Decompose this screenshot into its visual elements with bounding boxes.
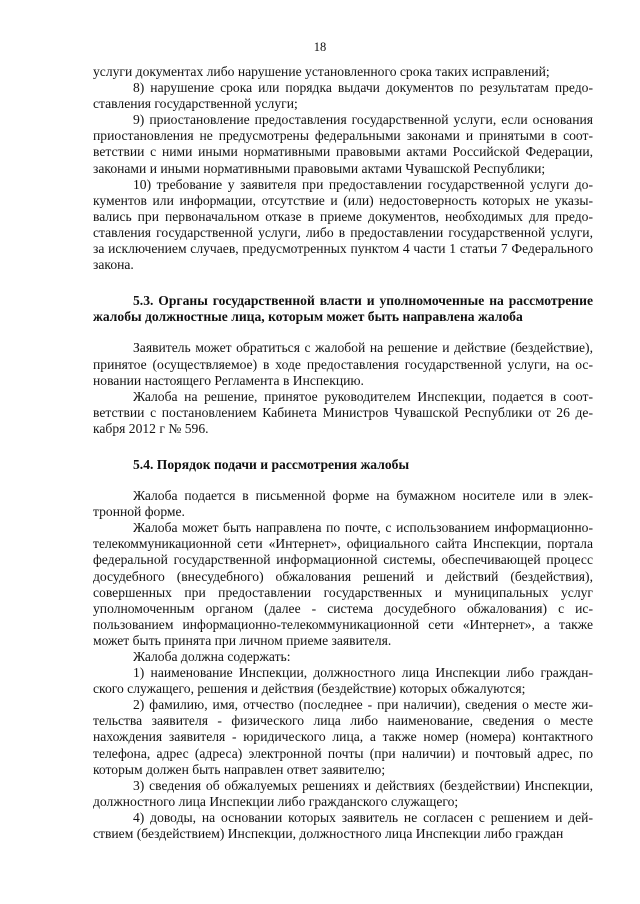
- document-body: [93, 64, 593, 842]
- paragraph-complaint-head: Жалоба на решение, принятое руководителем Инспекции, подается в соответствии с постановлением Кабинета Министров Чувашской Республики от 26 декабря 2012 г № 596.: [93, 388, 593, 436]
- list-item-2: 2) фамилию, имя, отчество (последнее - при наличии), сведения о месте жительства заявителя - физического лица либо наименование, сведения о месте нахождения заявителя - юридического лица, а также номер (номера) контактного телефона, адрес (адреса) электронной почты (при наличии) и почтовый адрес, по которым должен быть направлен ответ заявителю;: [93, 697, 593, 777]
- paragraph-complaint-channels: Жалоба может быть направлена по почте, с использованием информационно-телекоммуникационной сети «Интернет», официального сайта Инспекции, портала федеральной государственной информационной системы, обеспечивающей процесс досудебного (внесудебного) обжалования решений и действий (бездействия), совершенных при предоставлении государственных и муниципальных услуг уполномоченным органом (далее - система досудебного обжалования) с использованием информационно-телекоммуникационной сети «Интернет», а также может быть принята при личном приеме заявителя.: [93, 520, 593, 648]
- paragraph-complaint-right: Заявитель может обратиться с жалобой на решение и действие (бездействие), принятое (осуществляемое) в ходе предоставления государственной услуги, на основании настоящего Регламента в Инспекцию.: [93, 340, 593, 388]
- list-item-10: 10) требование у заявителя при предоставлении государственной услуги документов или информации, отсутствие и (или) недостоверность которых не указывались при первоначальном отказе в приеме документов, необходимых для предоставления государственной услуги, либо в предоставлении государственной услуги, за исключением случаев, предусмотренных пунктом 4 части 1 статьи 7 Федерального закона.: [93, 176, 593, 273]
- list-item-1: 1) наименование Инспекции, должностного лица Инспекции либо гражданского служащего, решения и действия (бездействие) которых обжалуются;: [93, 665, 593, 697]
- paragraph-continuation: услуги документах либо нарушение установленного срока таких исправлений;: [93, 64, 550, 79]
- paragraph-complaint-form: Жалоба подается в письменной форме на бумажном носителе или в электронной форме.: [93, 488, 593, 520]
- list-item-3: 3) сведения об обжалуемых решениях и действиях (бездействии) Инспекции, должностного лица Инспекции либо гражданского служащего;: [93, 777, 593, 809]
- spacer: [93, 473, 593, 488]
- spacer: [93, 273, 593, 293]
- section-heading-5-3: 5.3. Органы государственной власти и уполномоченные на рассмотрение жалобы должностные лица, которым может быть направлена жалоба: [93, 293, 593, 325]
- list-item-4: 4) доводы, на основании которых заявитель не согласен с решением и действием (бездействием) Инспекции, должностного лица Инспекции либо граждан: [93, 809, 593, 842]
- list-item-8: 8) нарушение срока или порядка выдачи документов по результатам предоставления государственной услуги;: [93, 80, 593, 112]
- list-item-9: 9) приостановление предоставления государственной услуги, если основания приостановления не предусмотрены федеральными законами и принятыми в соответствии с ними иными нормативными правовыми актами Российской Федерации, законами и иными нормативными правовыми актами Чувашской Республики;: [93, 112, 593, 176]
- paragraph-complaint-contents: Жалоба должна содержать:: [133, 649, 291, 664]
- section-heading-5-4: 5.4. Порядок подачи и рассмотрения жалобы: [133, 456, 410, 472]
- page-number: 18: [313, 40, 327, 54]
- spacer: [93, 437, 593, 457]
- spacer: [93, 325, 593, 340]
